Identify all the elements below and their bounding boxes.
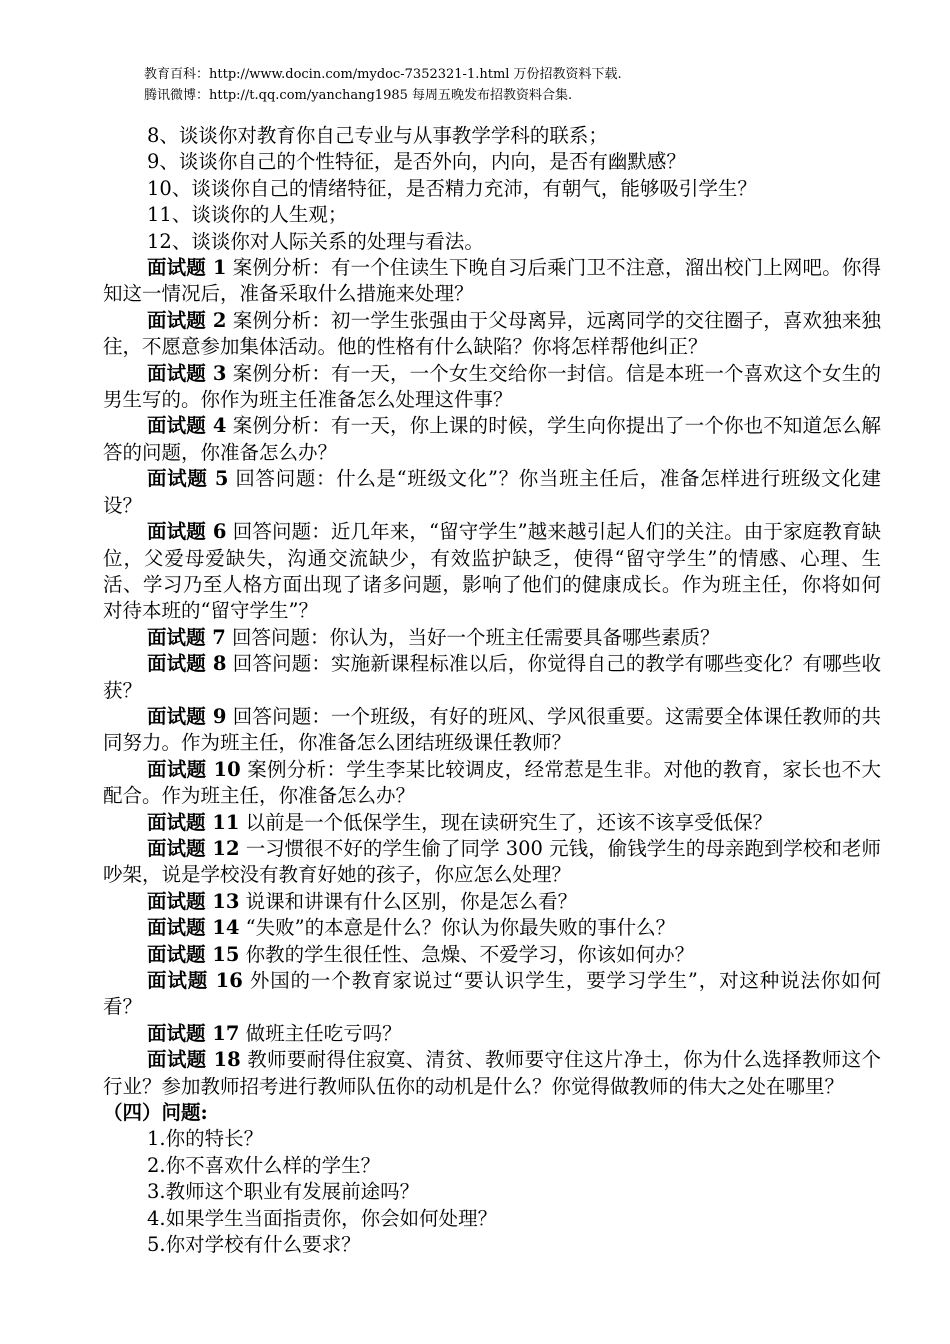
interview-question [103,810,881,836]
interview-question [103,308,881,361]
question-label: 面试题 12 [147,836,240,860]
question-text: 教师要耐得住寂寞、清贫、教师要守住这片净土，你为什么选择教师这个行业？参加教师招考进行教师队伍你的动机是什么？你觉得做教师的伟大之处在哪里？ [103,1048,881,1098]
section-list-item: 2.你不喜欢什么样的学生？ [147,1153,381,1177]
question-label: 面试题 18 [147,1048,241,1072]
page-header [144,64,622,106]
question-text: 回答问题：一个班级，有好的班风、学风很重要。这需要全体课任教师的共同努力。作为班主任，你准备怎么团结班级课任教师？ [103,704,882,755]
intro-item: 10、谈谈你自己的情绪特征，是否精力充沛，有朝气，能够吸引学生？ [147,176,757,200]
section-list-item: 4.如果学生当面指责你，你会如何处理？ [147,1206,498,1230]
interview-question [103,942,881,968]
question-label: 面试题 15 [147,942,240,966]
interview-question [103,1047,881,1100]
interview-question [103,704,881,757]
intro-item: 11、谈谈你的人生观； [147,203,348,227]
question-label: 面试题 16 [147,969,243,992]
interview-question [103,625,881,651]
question-label: 面试题 5 [147,467,229,491]
question-text: 案例分析：有一天，一个女生交给你一封信。信是本班一个喜欢这个女生的男生写的。你作为班主任准备怎么处理这件事？ [103,361,882,412]
question-text: 案例分析：初一学生张强由于父母离异，远离同学的交往圈子，喜欢独来独往，不愿意参加集体活动。他的性格有什么缺陷？你将怎样帮他纠正？ [103,308,882,359]
interview-question [103,651,881,704]
question-label: 面试题 9 [147,704,227,728]
question-label: 面试题 6 [147,520,227,544]
question-label: 面试题 11 [147,810,240,834]
interview-question [103,836,881,889]
interview-question [103,255,881,308]
interview-question [103,413,881,466]
question-text: 案例分析：有一天，你上课的时候，学生向你提出了一个你也不知道怎么解答的问题，你准备怎么办？ [103,414,882,464]
question-text: 案例分析：有一个住读生下晚自习后乘门卫不注意，溜出校门上网吧。你得知这一情况后，准备采取什么措施来处理？ [103,256,882,306]
interview-question [103,519,881,625]
question-text: 案例分析：学生李某比较调皮，经常惹是生非。对他的教育，家长也不大配合。作为班主任，你准备怎么办？ [103,757,881,808]
question-label: 面试题 4 [147,414,227,438]
question-text: 做班主任吃亏吗？ [239,1021,402,1045]
intro-item: 12、谈谈你对人际关系的处理与看法。 [147,229,484,253]
question-text: 回答问题：近几年来，“留守学生”越来越引起人们的关注。由于家庭教育缺位，父爱母爱缺失，沟通交流缺少，有效监护缺乏，使得“留守学生”的情感、心理、生活、学习乃至人格方面出现了诸多问题，影响了他们的健康成长。作为班主任，你将如何对待本班的“留守学生”？ [103,520,882,623]
question-text: 你教的学生很任性、急燥、不爱学习，你该如何办？ [239,942,695,966]
intro-item: 9、谈谈你自己的个性特征，是否外向，内向，是否有幽默感？ [147,150,686,174]
question-text: 回答问题：你认为，当好一个班主任需要具备哪些素质？ [225,625,720,649]
question-text: 回答问题：什么是“班级文化”？你当班主任后，准备怎样进行班级文化建设？ [103,467,882,517]
section-list-item: 5.你对学校有什么要求？ [147,1233,361,1257]
question-label: 面试题 2 [147,308,227,332]
question-text: 说课和讲课有什么区别，你是怎么看？ [239,889,578,913]
question-label: 面试题 3 [147,361,227,385]
question-text: 一习惯很不好的学生偷了同学 300 元钱，偷钱学生的母亲跑到学校和老师吵架，说是学校没有教育好她的孩子，你应怎么处理？ [103,836,881,887]
question-label: 面试题 14 [147,916,240,940]
interview-question [103,466,881,519]
question-label: 面试题 13 [147,889,240,913]
section-list-item: 3.教师这个职业有发展前途吗？ [147,1180,420,1204]
interview-question [103,915,881,941]
document-body [103,123,881,1258]
question-label: 面试题 10 [147,757,241,781]
intro-item: 8、谈谈你对教育你自己专业与从事教学学科的联系； [147,124,608,147]
interview-question [103,757,881,810]
interview-question [103,1021,881,1047]
interview-question [103,361,881,414]
question-label: 面试题 7 [147,625,226,649]
section-list-item: 1.你的特长？ [147,1127,264,1151]
question-text: 以前是一个低保学生，现在读研究生了，还该不该享受低保？ [239,810,773,834]
header-line: 教育百科：http://www.docin.com/mydoc-7352321-1.html 万份招教资料下载. [144,67,622,82]
interview-question [103,889,881,915]
question-label: 面试题 1 [147,256,227,280]
section-heading: （四）问题: [103,1101,208,1125]
interview-question [103,968,881,1021]
question-label: 面试题 8 [147,652,227,676]
question-text: 回答问题：实施新课程标准以后，你觉得自己的教学有哪些变化？有哪些收获？ [103,652,882,702]
question-text: 外国的一个教育家说过“要认识学生，要学习学生”，对这种说法你如何看？ [103,969,881,1019]
question-label: 面试题 17 [147,1021,240,1045]
question-text: “失败”的本意是什么？你认为你最失败的事什么？ [239,916,676,940]
header-line: 腾讯微博：http://t.qq.com/yanchang1985 每周五晚发布招教资料合集. [144,88,573,103]
